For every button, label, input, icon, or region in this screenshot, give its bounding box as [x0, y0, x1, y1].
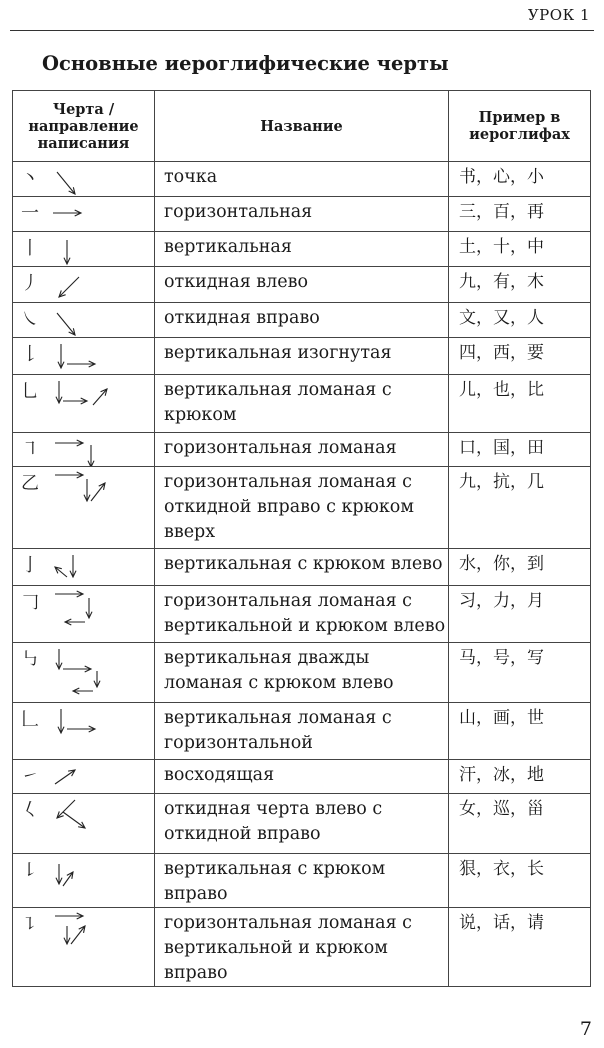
stroke-glyph: ㇉: [21, 649, 39, 670]
character-examples: 马，号，写: [449, 643, 591, 703]
arrow-down-right-down-left-icon: [56, 649, 100, 694]
table-row: [13, 267, 591, 303]
character-examples: 儿，也，比: [449, 375, 591, 433]
character-examples: 文，又，人: [449, 303, 591, 338]
table-row: [13, 586, 591, 643]
arrow-right-then-down-icon: [55, 440, 94, 466]
arrow-down-left-then-down-right-icon: [57, 800, 85, 828]
stroke-direction-figure: [13, 338, 154, 374]
stroke-glyph: ㇊: [21, 914, 39, 935]
table-row: [13, 303, 591, 338]
stroke-direction-figure: [13, 586, 154, 642]
stroke-cell: [13, 908, 155, 987]
arrow-down-then-right-icon: [58, 344, 95, 368]
stroke-name: откидная черта влево с откидной вправо: [155, 794, 449, 854]
table-row: [13, 467, 591, 549]
table-body: [13, 162, 591, 987]
arrow-right-icon: [53, 210, 81, 216]
stroke-name: вертикальная: [155, 232, 449, 267]
stroke-name: вертикальная дважды ломаная с крюком влево: [155, 643, 449, 703]
stroke-name: точка: [155, 162, 449, 197]
table-row: [13, 794, 591, 854]
stroke-direction-figure: [13, 197, 154, 231]
arrow-right-down-up-icon: [55, 472, 105, 501]
table-row: [13, 643, 591, 703]
character-examples: 口，国，田: [449, 433, 591, 467]
character-examples: 女，巡，甾: [449, 794, 591, 854]
stroke-cell: [13, 703, 155, 760]
stroke-cell: [13, 375, 155, 433]
stroke-direction-figure: [13, 467, 154, 548]
stroke-glyph: ㇕: [21, 439, 39, 460]
table-row: [13, 908, 591, 987]
character-examples: 书，心，小: [449, 162, 591, 197]
stroke-direction-figure: [13, 794, 154, 853]
stroke-direction-figure: [13, 760, 154, 793]
stroke-cell: [13, 197, 155, 232]
lesson-label: УРОК 1: [527, 6, 590, 24]
arrow-down-right-icon: [57, 313, 75, 335]
arrow-down-icon: [64, 240, 70, 264]
stroke-glyph: 丿: [21, 273, 39, 294]
stroke-name: вертикальная изогнутая: [155, 338, 449, 375]
table-row: [13, 854, 591, 908]
stroke-cell: [13, 232, 155, 267]
section-title: Основные иероглифические черты: [42, 52, 449, 75]
stroke-cell: [13, 643, 155, 703]
stroke-glyph: ㇏: [21, 309, 39, 330]
table-row: [13, 162, 591, 197]
stroke-name: вертикальная ломаная с крюком: [155, 375, 449, 433]
stroke-name: горизонтальная ломаная с вертикальной и крюком вправо: [155, 908, 449, 987]
stroke-glyph: 乙: [21, 473, 39, 494]
character-examples: 四，西，要: [449, 338, 591, 375]
table-row: [13, 197, 591, 232]
stroke-glyph: 𠄌: [21, 344, 39, 365]
stroke-glyph: 丨: [21, 238, 39, 259]
running-header: [10, 6, 594, 31]
stroke-name: горизонтальная ломаная с откидной вправо с крюком вверх: [155, 467, 449, 549]
character-examples: 九，抗，几: [449, 467, 591, 549]
stroke-direction-figure: [13, 375, 154, 432]
character-examples: 九，有，木: [449, 267, 591, 303]
character-examples: 三，百，再: [449, 197, 591, 232]
strokes-table: [12, 90, 591, 987]
arrow-down-right-icon: [57, 172, 75, 194]
character-examples: 狠，衣，长: [449, 854, 591, 908]
stroke-direction-figure: [13, 232, 154, 266]
stroke-name: горизонтальная: [155, 197, 449, 232]
character-examples: 土，十，中: [449, 232, 591, 267]
stroke-direction-figure: [13, 854, 154, 888]
stroke-cell: [13, 338, 155, 375]
character-examples: 山，画，世: [449, 703, 591, 760]
table-row: [13, 760, 591, 794]
stroke-name: горизонтальная ломаная: [155, 433, 449, 467]
stroke-direction-figure: [13, 549, 154, 585]
stroke-cell: [13, 162, 155, 197]
stroke-direction-figure: [13, 908, 154, 964]
stroke-cell: [13, 467, 155, 549]
stroke-name: откидная влево: [155, 267, 449, 303]
stroke-glyph: ㇀: [21, 766, 39, 787]
column-header-name: Название: [155, 91, 449, 162]
column-header-stroke: Черта / направление написания: [13, 91, 155, 162]
arrow-down-then-left-icon: [55, 555, 76, 577]
table-row: [13, 549, 591, 586]
stroke-direction-figure: [13, 162, 154, 196]
stroke-name: вертикальная с крюком влево: [155, 549, 449, 586]
stroke-glyph: 𡿨: [21, 800, 39, 821]
stroke-cell: [13, 267, 155, 303]
arrow-down-then-right-icon: [58, 709, 95, 733]
table-row: [13, 433, 591, 467]
stroke-cell: [13, 549, 155, 586]
stroke-glyph: ㇙: [21, 860, 39, 881]
stroke-glyph: 丶: [21, 168, 39, 189]
stroke-glyph: 乚: [21, 381, 39, 402]
table-header-row: [13, 91, 591, 162]
table-row: [13, 375, 591, 433]
stroke-direction-figure: [13, 433, 154, 466]
character-examples: 习，力，月: [449, 586, 591, 643]
arrow-right-down-left-icon: [55, 591, 92, 625]
stroke-direction-figure: [13, 303, 154, 337]
arrow-down-then-up-right-icon: [56, 864, 73, 886]
stroke-direction-figure: [13, 703, 154, 759]
stroke-glyph: 𠃌: [21, 592, 39, 613]
stroke-direction-figure: [13, 643, 154, 702]
stroke-direction-figure: [13, 267, 154, 302]
stroke-name: вертикальная ломаная с горизонтальной: [155, 703, 449, 760]
table-row: [13, 232, 591, 267]
stroke-glyph: 亅: [21, 555, 39, 576]
character-examples: 说，话，请: [449, 908, 591, 987]
stroke-name: горизонтальная ломаная с вертикальной и крюком влево: [155, 586, 449, 643]
stroke-cell: [13, 854, 155, 908]
stroke-cell: [13, 586, 155, 643]
table-row: [13, 338, 591, 375]
stroke-name: вертикальная с крюком вправо: [155, 854, 449, 908]
arrow-up-right-icon: [55, 770, 75, 784]
stroke-name: восходящая: [155, 760, 449, 794]
page-number: 7: [579, 1018, 592, 1040]
table-row: [13, 703, 591, 760]
character-examples: 水，你，到: [449, 549, 591, 586]
arrow-down-right-up-icon: [56, 381, 107, 405]
stroke-cell: [13, 760, 155, 794]
stroke-cell: [13, 303, 155, 338]
stroke-name: откидная вправо: [155, 303, 449, 338]
stroke-cell: [13, 433, 155, 467]
stroke-glyph: 一: [21, 203, 39, 224]
character-examples: 汗，冰，地: [449, 760, 591, 794]
arrow-right-down-up-right-icon: [55, 913, 85, 944]
column-header-examples: Пример в иероглифах: [449, 91, 591, 162]
arrow-down-left-icon: [59, 277, 79, 297]
stroke-glyph: 𠃊: [21, 709, 39, 730]
stroke-cell: [13, 794, 155, 854]
